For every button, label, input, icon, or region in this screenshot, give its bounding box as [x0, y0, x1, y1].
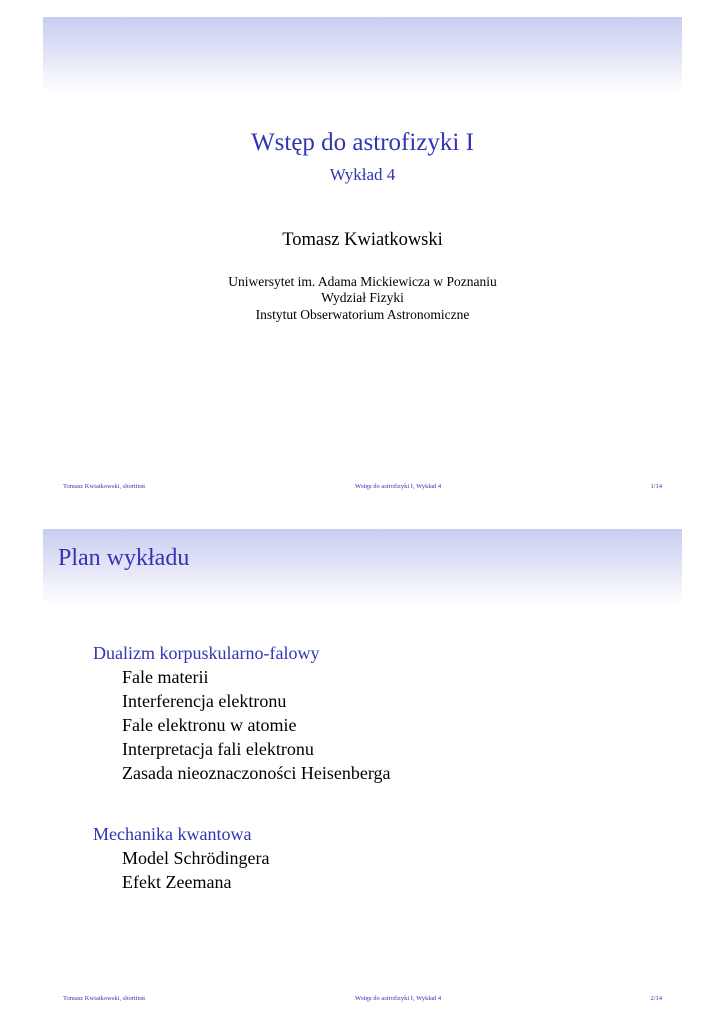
footer-author: Tomasz Kwiatkowski, shortinst — [63, 483, 146, 490]
presentation-subtitle: Wykład 4 — [329, 165, 396, 184]
institution-university: Uniwersytet im. Adama Mickiewicza w Poznaniu — [228, 274, 497, 289]
footer-author: Tomasz Kwiatkowski, shortinst — [63, 995, 146, 1002]
toc-section — [93, 822, 269, 894]
footer-page-number: 2/14 — [650, 995, 662, 1002]
footer-title: Wstęp do astrofizyki I, Wykład 4 — [355, 483, 442, 490]
footer-page-number: 1/14 — [650, 483, 662, 490]
presentation-title: Wstęp do astrofizyki I — [251, 129, 474, 156]
toc-subsection[interactable]: Interferencja elektronu — [122, 691, 287, 711]
toc-section-title[interactable]: Dualizm korpuskularno-falowy — [93, 643, 320, 663]
title-slide — [43, 17, 682, 497]
institution-institute: Instytut Obserwatorium Astronomiczne — [255, 307, 470, 322]
toc-subsection[interactable]: Interpretacja fali elektronu — [122, 739, 314, 759]
frame-title: Plan wykładu — [58, 545, 190, 571]
toc-subsection[interactable]: Efekt Zeemana — [122, 872, 232, 892]
toc-section-title[interactable]: Mechanika kwantowa — [93, 824, 252, 844]
header-gradient-band — [43, 17, 682, 93]
author-name: Tomasz Kwiatkowski — [282, 230, 443, 250]
outline-slide — [43, 529, 682, 1009]
toc-subsection[interactable]: Fale elektronu w atomie — [122, 715, 297, 735]
footer-title: Wstęp do astrofizyki I, Wykład 4 — [355, 995, 442, 1002]
toc-subsection[interactable]: Zasada nieoznaczoności Heisenberga — [122, 763, 391, 783]
toc-subsection[interactable]: Model Schrödingera — [122, 848, 270, 868]
institution-faculty: Wydział Fizyki — [321, 290, 404, 305]
toc-section — [93, 641, 391, 785]
toc-subsection[interactable]: Fale materii — [122, 667, 209, 687]
